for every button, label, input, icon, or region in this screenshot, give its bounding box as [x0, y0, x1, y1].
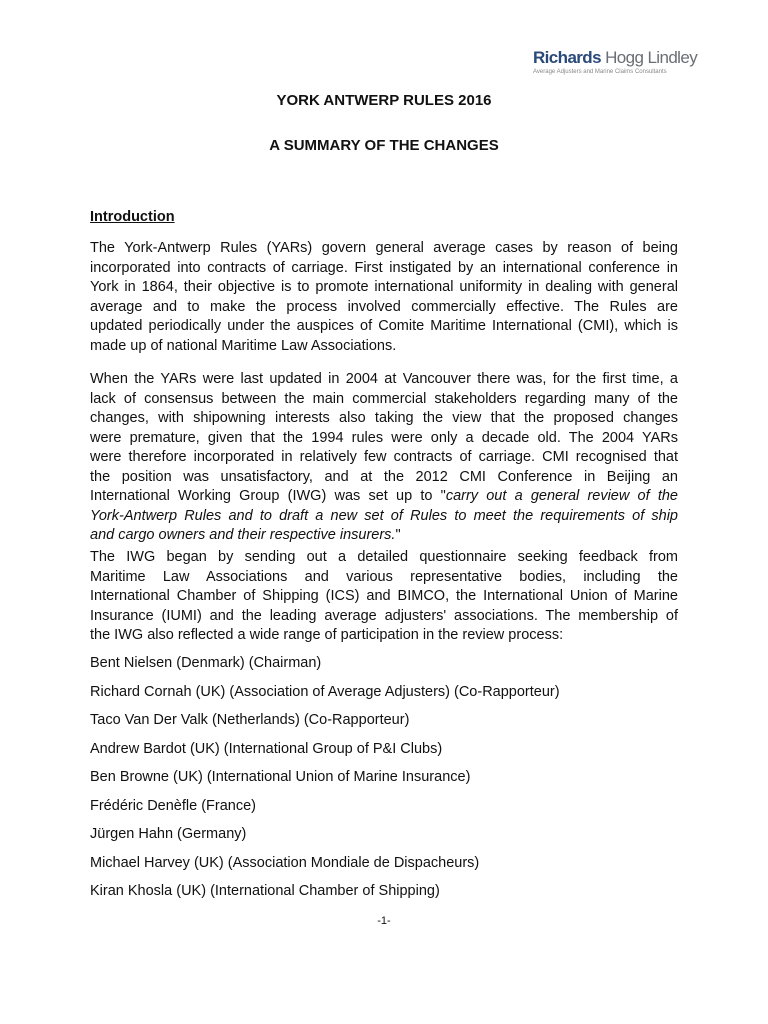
paragraph-line [90, 568, 678, 588]
member-item: Jürgen Hahn (Germany) [90, 826, 247, 842]
text-run: updated periodically under the auspices of Comite Maritime International (CMI), which is [90, 318, 678, 334]
section-heading: Introduction [90, 209, 175, 225]
member-item: Frédéric Denèfle (France) [90, 797, 256, 814]
iwg-member-list [90, 654, 560, 911]
paragraph-line [90, 487, 678, 507]
logo-name-light: Hogg Lindley [605, 48, 698, 67]
text-run: made up of national Maritime Law Associations. [90, 337, 397, 354]
paragraph-line [90, 448, 678, 468]
paragraph-line [90, 429, 678, 449]
paragraph-line [90, 259, 678, 279]
text-run: York in 1864, their objective is to promote international uniformity in dealing with general [90, 279, 678, 295]
document-subtitle: A SUMMARY OF THE CHANGES [269, 137, 499, 154]
member-item: Ben Browne (UK) (International Union of Marine Insurance) [90, 769, 471, 785]
text-run: the IWG also reflected a wide range of participation in the review process: [90, 627, 564, 643]
member-item: Richard Cornah (UK) (Association of Average Adjusters) (Co-Rapporteur) [90, 683, 560, 700]
paragraph-line [90, 409, 678, 429]
paragraph-line [90, 626, 678, 646]
paragraph-line [90, 390, 678, 410]
paragraph-line [90, 370, 678, 390]
paragraph-line [90, 548, 678, 568]
member-item: Kiran Khosla (UK) (International Chamber of Shipping) [90, 883, 440, 899]
paragraph-line [90, 298, 678, 318]
document-title: YORK ANTWERP RULES 2016 [276, 92, 492, 109]
company-logo [533, 48, 698, 75]
text-run: International Working Group (IWG) was set up to " [90, 488, 446, 504]
paragraph-1 [90, 239, 678, 356]
page-number: -1- [377, 915, 391, 927]
paragraph-line [90, 507, 678, 527]
member-item: Taco Van Der Valk (Netherlands) (Co-Rapporteur) [90, 712, 410, 728]
paragraph-line [90, 526, 678, 546]
text-run: " [395, 527, 401, 543]
paragraph-3 [90, 548, 678, 646]
text-run: The York-Antwerp Rules (YARs) govern general average cases by reason of being [90, 240, 678, 256]
member-item: Bent Nielsen (Denmark) (Chairman) [90, 655, 322, 671]
paragraph-line [90, 239, 678, 259]
logo-tagline: Average Adjusters and Marine Claims Consultants [533, 69, 667, 75]
text-run: Insurance (IUMI) and the leading average adjusters' associations. The membership of [90, 607, 678, 624]
text-run: The IWG began by sending out a detailed questionnaire seeking feedback from [90, 549, 678, 565]
quoted-text: carry out a general review of the [445, 488, 678, 504]
paragraph-line [90, 337, 678, 357]
paragraph-line [90, 607, 678, 627]
text-run: were therefore incorporated in relatively few contracts of carriage. CMI recognised that [90, 449, 678, 465]
paragraph-line [90, 317, 678, 337]
text-run: average and to make the process involved commercially effective. The Rules are [90, 298, 678, 315]
text-run: International Chamber of Shipping (ICS) and BIMCO, the International Union of Marine [90, 588, 678, 604]
text-run: the position was unsatisfactory, and at the 2012 CMI Conference in Beijing an [90, 468, 678, 485]
paragraph-line [90, 278, 678, 298]
text-run: Maritime Law Associations and various representative bodies, including the [90, 568, 678, 585]
logo-name-bold: Richards [533, 48, 601, 67]
quoted-text: and cargo owners and their respective insurers. [90, 527, 396, 543]
text-run: lack of consensus between the main commercial stakeholders regarding many of the [90, 390, 678, 407]
text-run: changes, with shipowning interests also taking the view that the proposed changes [90, 410, 678, 426]
member-item: Andrew Bardot (UK) (International Group of P&I Clubs) [90, 740, 443, 757]
text-run: incorporated into contracts of carriage. First instigated by an international conference in [90, 259, 678, 276]
text-run: were premature, given that the 1994 rules were only a decade old. The 2004 YARs [90, 429, 678, 446]
logo-name [533, 48, 698, 68]
paragraph-line [90, 468, 678, 488]
text-run: When the YARs were last updated in 2004 at Vancouver there was, for the first time, a [90, 371, 678, 387]
member-item: Michael Harvey (UK) (Association Mondiale de Dispacheurs) [90, 854, 480, 871]
paragraph-2 [90, 370, 678, 546]
quoted-text: York-Antwerp Rules and to draft a new set of Rules to meet the requirements of ship [90, 507, 678, 524]
paragraph-line [90, 587, 678, 607]
